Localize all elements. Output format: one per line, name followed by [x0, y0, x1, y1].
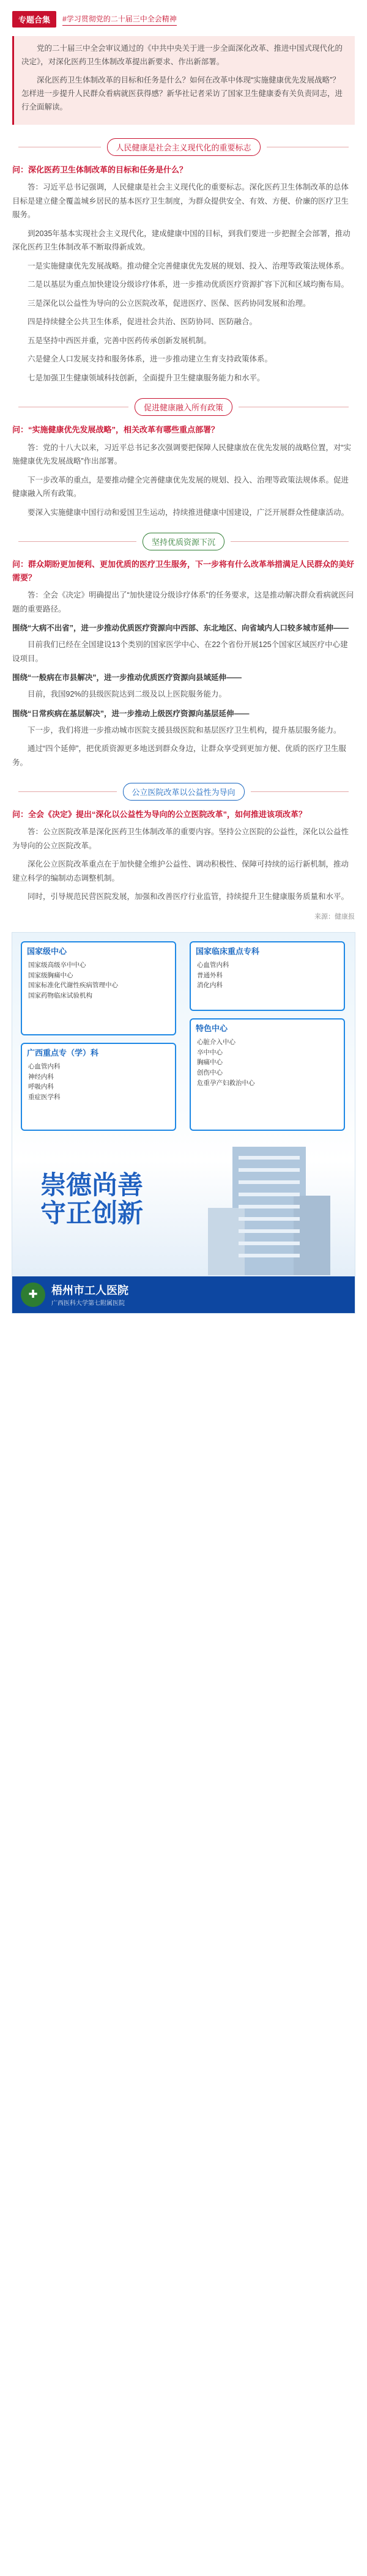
answer-paragraph: 目前我们已经在全国建设13个类别的国家医学中心、在22个省份开展125个国家区域医疗中心建设项目。 — [12, 640, 348, 663]
intro-box — [12, 36, 355, 125]
answer-paragraph: 六是健全人口发展支持和服务体系，进一步推动建立生育支持政策体系。 — [28, 355, 273, 364]
answer-paragraph: 通过“四个延伸”，把优质资源更多地送到群众身边，让群众享受到更加方便、优质的医疗卫生服务。 — [12, 744, 346, 767]
answer-paragraph: 答：党的十八大以来，习近平总书记多次强调要把保障人民健康放在优先发展的战略位置，对“实施健康优先发展战略”作出部署。 — [12, 443, 352, 466]
answer-paragraph: 深化公立医院改革重点在于加快健全维护公益性、调动积极性、保障可持续的运行新机制，推动建立科学的编制动态调整机制。 — [12, 860, 349, 883]
answer-paragraph: 同时，引导规范民营医院发展，加强和改善医疗行业监管，持续提升卫生健康服务质量和水平。 — [28, 892, 349, 901]
question-2: 问：“实施健康优先发展战略”，相关改革有哪些重点部署？ — [12, 425, 220, 435]
card-item: 普通外科 — [197, 971, 223, 979]
hospital-footer — [12, 1276, 355, 1313]
card-item: 国家级高级卒中中心 — [28, 961, 86, 969]
card-item: 心血管内科 — [28, 1062, 61, 1070]
card-item: 呼吸内科 — [28, 1083, 54, 1091]
sub-heading: 围绕“大病不出省”，进一步推动优质医疗资源向中西部、东北地区、向省域内人口较多城市延伸—— — [12, 624, 349, 633]
card-item: 国家药物临床试验机构 — [28, 992, 92, 1000]
answer-paragraph: 二是以基层为重点加快建设分级诊疗体系，进一步推动优质医疗资源扩容下沉和区域均衡布局。 — [28, 280, 349, 289]
answer-paragraph: 答：全会《决定》明确提出了“加快建设分级诊疗体系”的任务要求，这是推动解决群众看病就医问题的重要路径。 — [12, 591, 354, 613]
card-item: 神经内科 — [28, 1073, 54, 1081]
intro-paragraph: 深化医药卫生体制改革的目标和任务是什么？如何在改革中体现“实施健康优先发展战略”？怎样进一步提升人民群众看病就医获得感？新华社记者采访了国家卫生健康委有关负责同志，进行全面解读。 — [21, 75, 343, 111]
card-item: 重症医学科 — [28, 1094, 61, 1101]
card-item: 心脏介入中心 — [197, 1038, 235, 1046]
article — [12, 0, 355, 921]
card-guangxi-specialties — [21, 1043, 176, 1131]
answer-paragraph: 要深入实施健康中国行动和爱国卫生运动，持续推进健康中国建设，广泛开展群众性健康活动。 — [28, 508, 349, 517]
answer-paragraph: 一是实施健康优先发展战略。推动健全完善健康优先发展的规划、投入、治理等政策法规体系。 — [28, 261, 349, 270]
slogan: 崇德尚善 守正创新 — [40, 1170, 143, 1228]
answer-paragraph: 目前，我国92%的县级医院达到二级及以上医院服务能力。 — [28, 690, 227, 699]
answer-paragraph: 到2035年基本实现社会主义现代化，建成健康中国的目标，到我们要进一步把握全会部署，推动深化医药卫生体制改革不断取得新成效。 — [12, 229, 350, 252]
answer-paragraph: 下一步改革的重点，是要推动健全完善健康优先发展的规划、投入、治理等政策法规体系。促进健康融入所有政策。 — [12, 475, 349, 498]
card-title: 国家临床重点专科 — [196, 946, 260, 956]
card-item: 卒中中心 — [197, 1048, 223, 1056]
hospital-poster — [12, 932, 355, 1314]
topic-tag[interactable]: 专题合集 — [12, 11, 56, 28]
hospital-logo-icon: ✚ — [21, 1282, 45, 1307]
intro-paragraph: 党的二十届三中全会审议通过的《中共中央关于进一步全面深化改革、推进中国式现代化的决定》，对深化医药卫生体制改革提出新要求、作出新部署。 — [21, 44, 343, 66]
answer-paragraph: 七是加强卫生健康领域科技创新，全面提升卫生健康服务能力和水平。 — [28, 373, 265, 382]
card-item: 危重孕产妇救治中心 — [197, 1079, 255, 1087]
answer-paragraph: 答：习近平总书记强调，人民健康是社会主义现代化的重要标志。深化医药卫生体制改革的总体目标是建立健全覆盖城乡居民的基本医疗卫生制度，为群众提供安全、有效、方便、价廉的医疗卫生服务。 — [12, 183, 349, 220]
sub-heading: 围绕“一般病在市县解决”，进一步推动优质医疗资源向县域延伸—— — [12, 673, 242, 683]
question-4: 问：全会《决定》提出“深化以公益性为导向的公立医院改革”，如何推进该项改革？ — [12, 810, 307, 820]
section-title-1: 人民健康是社会主义现代化的重要标志 — [12, 138, 355, 156]
card-item: 国家级胸痛中心 — [28, 971, 73, 979]
sub-heading: 围绕“日常疾病在基层解决”，进一步推动上级医疗资源向基层延伸—— — [12, 709, 250, 718]
card-featured-centers — [190, 1018, 345, 1131]
topic-keyword[interactable]: #学习贯彻党的二十届三中全会精神 — [62, 13, 177, 26]
source-note: 来源：健康报 — [314, 912, 355, 920]
card-item: 创伤中心 — [197, 1069, 223, 1077]
hospital-name: 梧州市工人医院 — [51, 1284, 128, 1297]
section-title-2: 促进健康融入所有政策 — [12, 398, 355, 416]
section-title-4: 公立医院改革以公益性为导向 — [12, 783, 355, 801]
card-item: 消化内科 — [197, 982, 223, 990]
card-key-specialties — [190, 941, 345, 1011]
answer-paragraph: 三是深化以公益性为导向的公立医院改革，促进医疗、医保、医药协同发展和治理。 — [28, 298, 311, 308]
answer-paragraph: 下一步，我们将进一步推动城市医院支援县级医院和基层医疗卫生机构，提升基层服务能力。 — [28, 725, 341, 735]
answer-paragraph: 四是持续健全公共卫生体系，促进社会共治、医防协同、医防融合。 — [28, 317, 258, 327]
hospital-subname: 广西医科大学第七附属医院 — [51, 1300, 125, 1308]
card-title: 广西重点专（学）科 — [27, 1048, 99, 1057]
card-item: 国家标准化代谢性疾病管理中心 — [28, 982, 118, 990]
card-item: 胸痛中心 — [197, 1059, 223, 1067]
section-title-3: 坚持优质资源下沉 — [12, 533, 355, 550]
article-header — [12, 0, 355, 28]
card-title: 特色中心 — [196, 1023, 228, 1033]
card-item: 心血管内科 — [197, 961, 229, 969]
hospital-building-icon — [196, 1134, 343, 1275]
answer-paragraph: 答：公立医院改革是深化医药卫生体制改革的重要内容。坚持公立医院的公益性，深化以公益性为导向的公立医院改革。 — [12, 827, 349, 850]
card-national-centers — [21, 941, 176, 1035]
answer-paragraph: 五是坚持中西医并重，完善中医药传承创新发展机制。 — [28, 336, 212, 345]
question-3: 问：群众期盼更加便利、更加优质的医疗卫生服务，下一步将有什么改革举措满足人民群众的美好需要？ — [12, 560, 355, 583]
card-title: 国家级中心 — [27, 946, 67, 956]
question-1: 问：深化医药卫生体制改革的目标和任务是什么？ — [12, 165, 188, 175]
